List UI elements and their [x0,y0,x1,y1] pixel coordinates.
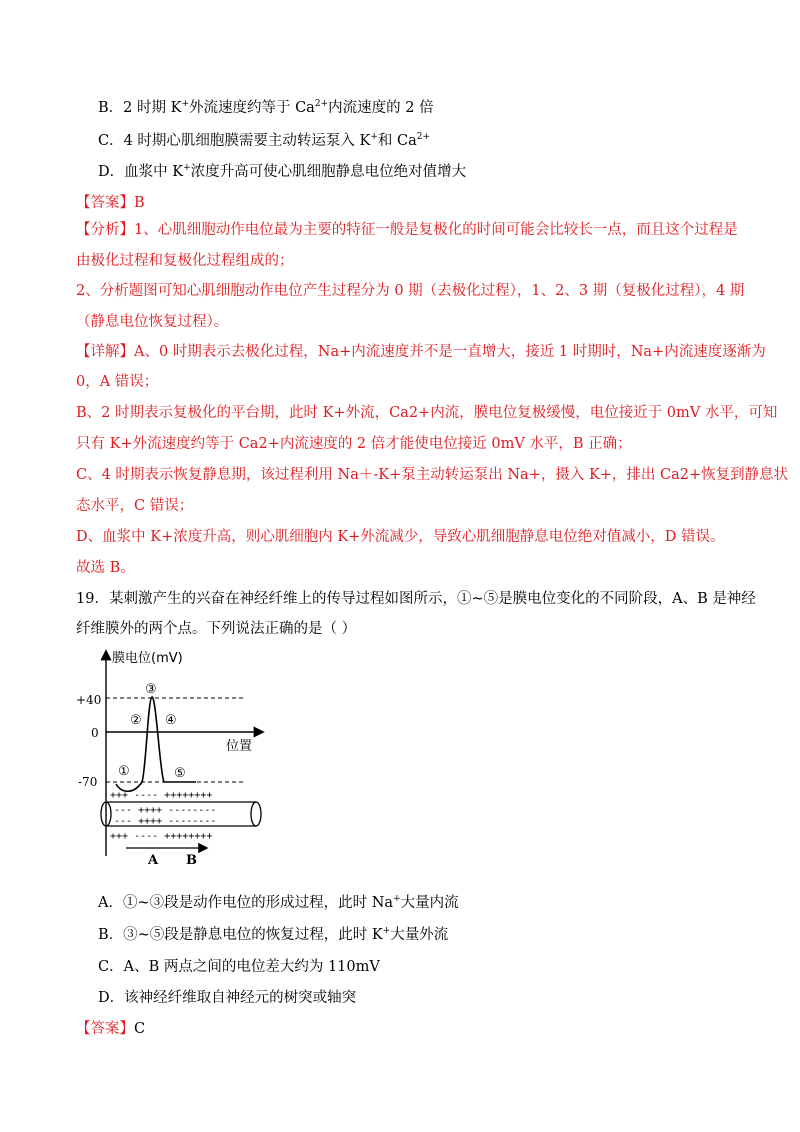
q19-stem-line-1: 19．某刺激产生的兴奋在神经纤维上的传导过程如图所示，①~⑤是膜电位变化的不同阶段，A、B 是神经 [76,591,756,607]
charges-bottom-outer: +++ ---- ++++++++ [110,831,213,842]
q18-detail-line-7: D、血浆中 K+浓度升高，则心肌细胞内 K+外流减少，导致心肌细胞静息电位绝对值减小，D 错误。 [76,529,725,545]
stage-5-label: ⑤ [174,766,186,781]
tick-minus-70: -70 [78,775,98,789]
q19-answer-label: 【答案】 [76,1021,134,1037]
q18-option-d: D．血浆中 K+浓度升高可使心肌细胞静息电位绝对值增大 [98,163,467,180]
q18-analysis-line-3: 2、分析题图可知心肌细胞动作电位产生过程分为 0 期（去极化过程），1、2、3 期（复极化过程），4 期 [76,283,745,299]
q18-detail-line-4: 只有 K+外流速度约等于 Ca2+内流速度的 2 倍才能使电位接近 0mV 水平，B 正确； [76,436,632,452]
q19-answer-value: C [134,1021,146,1037]
q19-option-d: D．该神经纤维取自神经元的树突或轴突 [98,990,357,1006]
q18-detail-line-1: 【详解】A、0 时期表示去极化过程，Na+内流速度并不是一直增大，接近 1 时期时，Na+内流速度逐渐为 [76,344,766,360]
q19-option-b: B．③~⑤段是静息电位的恢复过程，此时 K+大量外流 [98,926,449,943]
stage-3-label: ③ [145,682,157,697]
q18-detail-line-6: 态水平，C 错误； [76,498,194,514]
point-b-label: B [186,853,197,868]
stage-1-label: ① [118,764,130,779]
membrane-potential-figure [76,648,276,868]
q18-option-b: B．2 时期 K+外流速度约等于 $Ca^{2+}$内流速度的 2 倍 [98,99,434,116]
charges-top-inner: --- ++++ -------- [114,805,217,816]
q19-option-c: C．A、B 两点之间的电位差大约为 110mV [98,959,380,975]
q19-stem-line-2: 纤维膜外的两个点。下列说法正确的是（ ） [76,621,357,637]
q19-answer [76,1019,145,1039]
q18-analysis-line-2: 由极化过程和复极化过程组成的； [76,253,294,269]
q18-conclusion: 故选 B。 [76,560,135,576]
charges-bottom-inner: --- ++++ -------- [114,816,217,827]
point-a-label: A [148,853,159,868]
q18-analysis-line-1: 【分析】1、心肌细胞动作电位最为主要的特征一般是复极化的时间可能会比较长一点，而且这个过程是 [76,222,738,238]
nerve-fiber-right-end [251,802,261,826]
q18-detail-line-5: C、4 时期表示恢复静息期，该过程利用 Na＋-K+泵主动转运泵出 Na+，摄入 K+，排出 Ca2+恢复到静息状 [76,467,789,483]
y-axis-label: 膜电位(mV) [112,651,183,666]
stage-4-label: ④ [165,713,177,728]
q18-analysis-line-4: （静息电位恢复过程）。 [76,314,229,330]
stage-2-label: ② [130,713,142,728]
x-axis-label: 位置 [226,739,253,754]
charges-top-outer: +++ ---- ++++++++ [110,790,213,801]
q18-detail-line-2: 0，A 错误； [76,374,159,390]
q18-detail-line-3: B、2 时期表示复极化的平台期，此时 K+外流，Ca2+内流，膜电位复极缓慢，电位接近于 0mV 水平，可知 [76,405,778,421]
q19-option-a: A．①~③段是动作电位的形成过程，此时 Na+大量内流 [98,894,459,911]
tick-plus-40: +40 [76,693,102,707]
q18-answer: 【答案】B [76,195,145,211]
tick-zero: 0 [91,726,99,740]
q18-option-c: C．4 时期心肌细胞膜需要主动转运泵入 K+和 $Ca^{2+}$ [98,132,431,149]
